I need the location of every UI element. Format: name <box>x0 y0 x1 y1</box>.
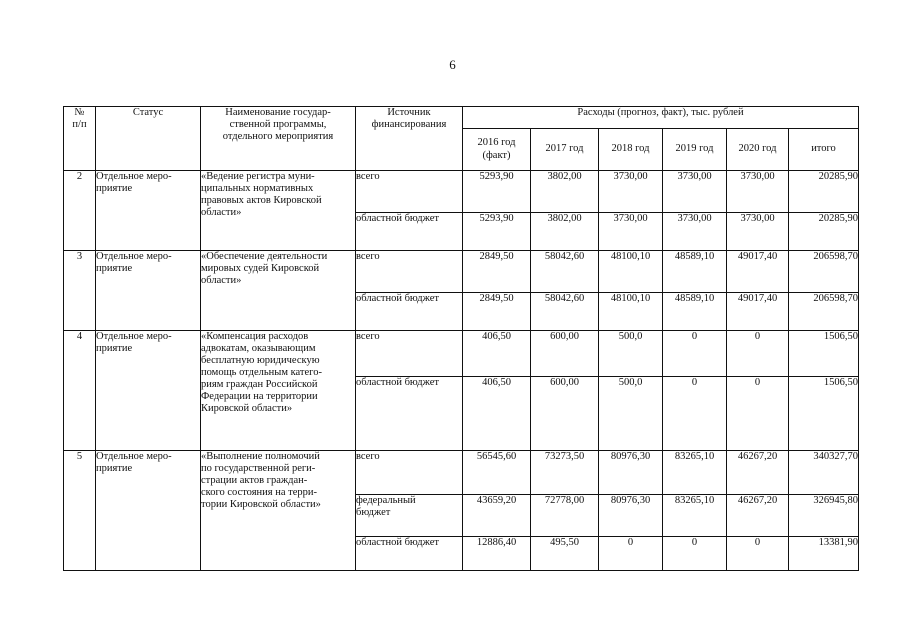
header-year-2017: 2017 год <box>531 129 599 171</box>
value-year: 0 <box>727 537 789 571</box>
value-year: 3730,00 <box>663 213 727 251</box>
row-measure-name: «Обеспечение деятельности мировых судей Кировской области» <box>201 251 356 331</box>
value-year: 3730,00 <box>599 213 663 251</box>
table-row <box>64 251 859 293</box>
row-number: 5 <box>64 451 96 571</box>
value-year: 3802,00 <box>531 213 599 251</box>
value-year: 58042,60 <box>531 251 599 293</box>
value-year: 49017,40 <box>727 251 789 293</box>
value-year: 0 <box>663 377 727 451</box>
value-year: 0 <box>663 331 727 377</box>
funding-source: всего <box>356 171 463 213</box>
value-year: 72778,00 <box>531 495 599 537</box>
value-year: 3730,00 <box>727 171 789 213</box>
value-year: 406,50 <box>463 377 531 451</box>
row-status: Отдельное меро- приятие <box>96 171 201 251</box>
funding-source: областной бюджет <box>356 377 463 451</box>
value-year: 5293,90 <box>463 213 531 251</box>
page-number: 6 <box>449 57 456 72</box>
header-name: Наименование государ- ственной программы, отдельного мероприятия <box>201 107 356 171</box>
value-year: 406,50 <box>463 331 531 377</box>
value-year: 46267,20 <box>727 451 789 495</box>
value-year: 2849,50 <box>463 251 531 293</box>
value-year: 56545,60 <box>463 451 531 495</box>
row-number: 4 <box>64 331 96 451</box>
value-year: 83265,10 <box>663 495 727 537</box>
header-year-2016: 2016 год (факт) <box>463 129 531 171</box>
funding-source: федеральный бюджет <box>356 495 463 537</box>
value-year: 0 <box>599 537 663 571</box>
funding-source: областной бюджет <box>356 293 463 331</box>
header-total: итого <box>789 129 859 171</box>
value-total: 13381,90 <box>789 537 859 571</box>
value-year: 80976,30 <box>599 495 663 537</box>
row-measure-name: «Компенсация расходов адвокатам, оказывающим бесплатную юридическую помощь отдельным катего- риям граждан Российской Федерации на территории Кировской области» <box>201 331 356 451</box>
value-total: 20285,90 <box>789 213 859 251</box>
value-year: 3730,00 <box>727 213 789 251</box>
table-body <box>64 171 859 571</box>
expenses-table <box>63 106 859 571</box>
value-year: 80976,30 <box>599 451 663 495</box>
value-year: 0 <box>663 537 727 571</box>
header-year-2018: 2018 год <box>599 129 663 171</box>
value-year: 3730,00 <box>599 171 663 213</box>
row-status: Отдельное меро- приятие <box>96 331 201 451</box>
header-source: Источник финансирования <box>356 107 463 171</box>
value-total: 326945,80 <box>789 495 859 537</box>
value-year: 12886,40 <box>463 537 531 571</box>
value-total: 1506,50 <box>789 377 859 451</box>
table-row <box>64 451 859 495</box>
value-year: 46267,20 <box>727 495 789 537</box>
value-total: 340327,70 <box>789 451 859 495</box>
value-year: 495,50 <box>531 537 599 571</box>
value-year: 48589,10 <box>663 251 727 293</box>
table-row <box>64 331 859 377</box>
funding-source: всего <box>356 451 463 495</box>
row-status: Отдельное меро- приятие <box>96 251 201 331</box>
funding-source: всего <box>356 251 463 293</box>
value-year: 48589,10 <box>663 293 727 331</box>
row-measure-name: «Выполнение полномочий по государственной реги- страции актов граждан- ского состояния на терри- тории Кировской области» <box>201 451 356 571</box>
header-year-2020: 2020 год <box>727 129 789 171</box>
header-row-1 <box>64 107 859 129</box>
funding-source: областной бюджет <box>356 537 463 571</box>
value-year: 3730,00 <box>663 171 727 213</box>
header-expenses: Расходы (прогноз, факт), тыс. рублей <box>463 107 859 129</box>
funding-source: всего <box>356 331 463 377</box>
header-year-2019: 2019 год <box>663 129 727 171</box>
value-total: 206598,70 <box>789 251 859 293</box>
value-total: 1506,50 <box>789 331 859 377</box>
table-row <box>64 171 859 213</box>
value-year: 43659,20 <box>463 495 531 537</box>
value-year: 5293,90 <box>463 171 531 213</box>
row-measure-name: «Ведение регистра муни- ципальных нормативных правовых актов Кировской области» <box>201 171 356 251</box>
value-year: 0 <box>727 377 789 451</box>
header-status: Статус <box>96 107 201 171</box>
value-year: 2849,50 <box>463 293 531 331</box>
value-year: 500,0 <box>599 331 663 377</box>
value-year: 48100,10 <box>599 293 663 331</box>
value-year: 49017,40 <box>727 293 789 331</box>
value-year: 58042,60 <box>531 293 599 331</box>
value-year: 600,00 <box>531 377 599 451</box>
header-num: № п/п <box>64 107 96 171</box>
value-year: 83265,10 <box>663 451 727 495</box>
value-year: 73273,50 <box>531 451 599 495</box>
value-total: 20285,90 <box>789 171 859 213</box>
value-year: 0 <box>727 331 789 377</box>
row-number: 2 <box>64 171 96 251</box>
value-year: 600,00 <box>531 331 599 377</box>
row-status: Отдельное меро- приятие <box>96 451 201 571</box>
value-total: 206598,70 <box>789 293 859 331</box>
value-year: 3802,00 <box>531 171 599 213</box>
value-year: 500,0 <box>599 377 663 451</box>
row-number: 3 <box>64 251 96 331</box>
value-year: 48100,10 <box>599 251 663 293</box>
funding-source: областной бюджет <box>356 213 463 251</box>
